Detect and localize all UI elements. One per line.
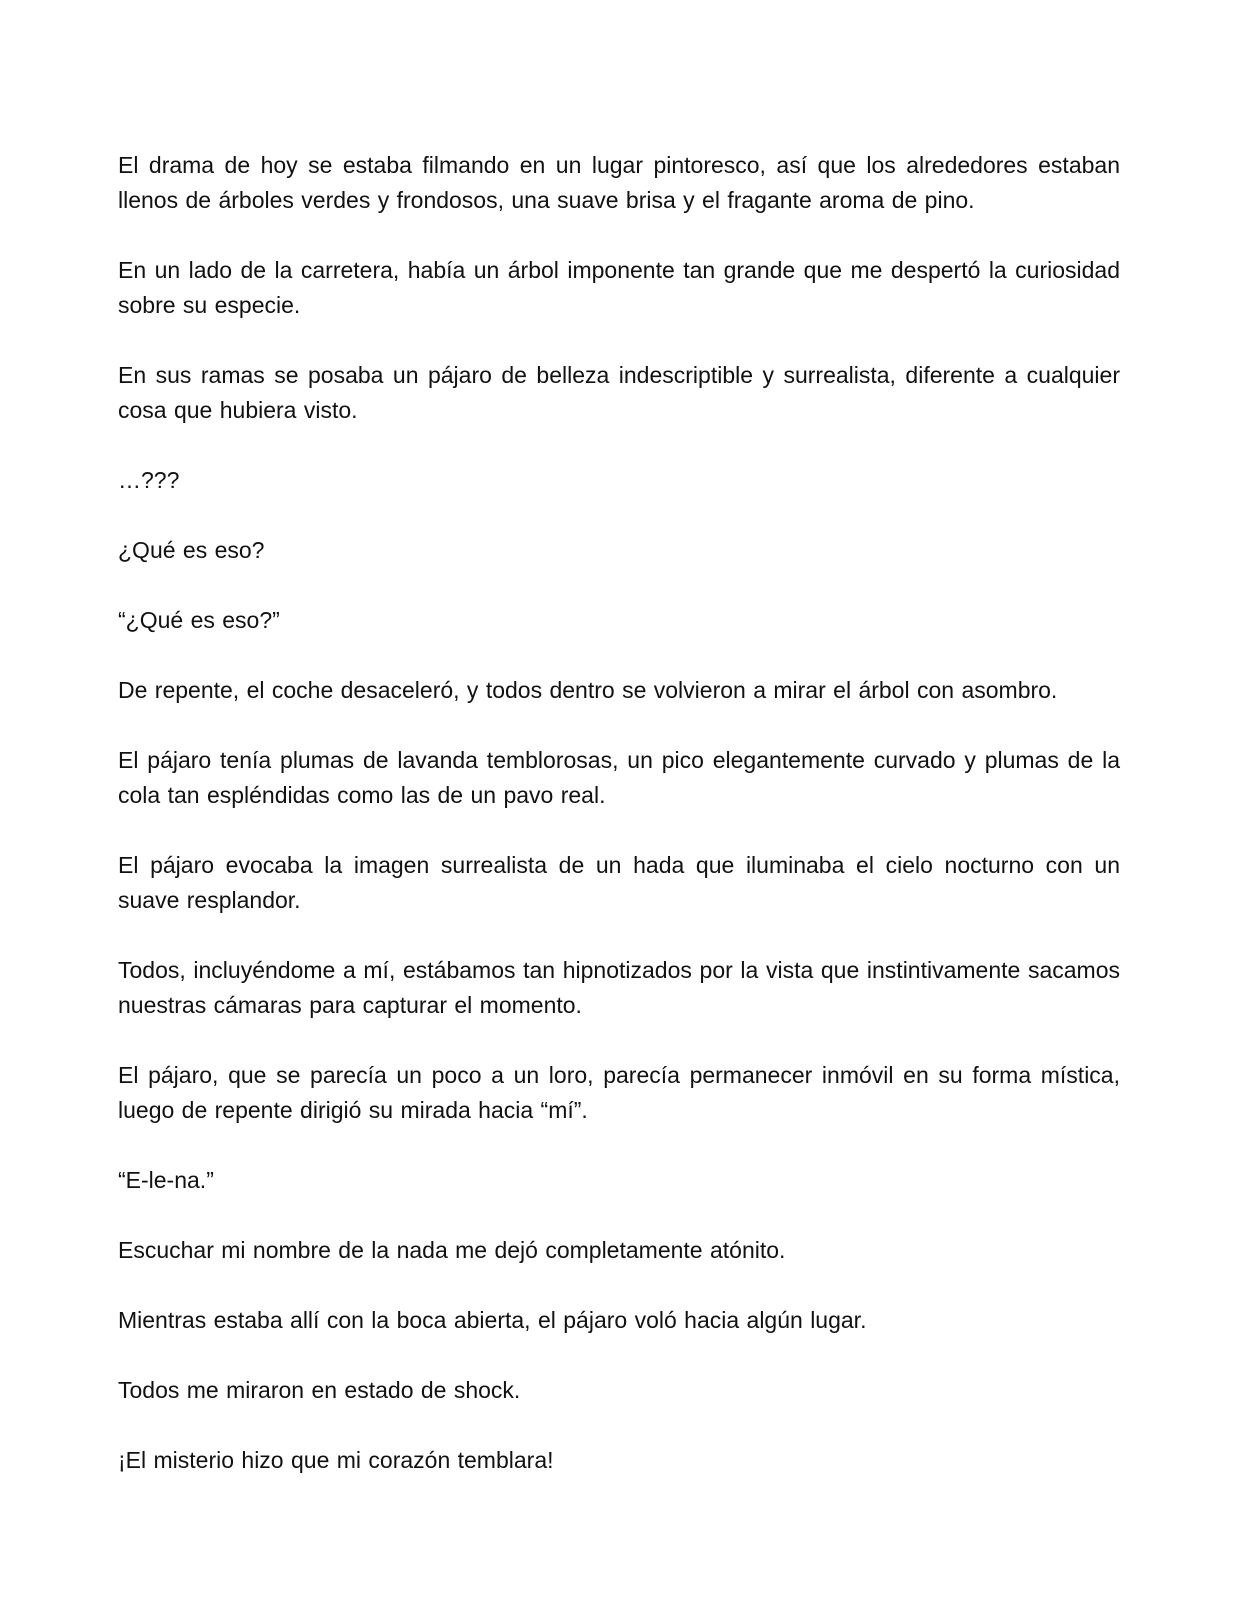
paragraph: En un lado de la carretera, había un árbol imponente tan grande que me despertó la curiosidad sobre su especie. bbox=[118, 257, 1120, 318]
paragraph: El pájaro, que se parecía un poco a un loro, parecía permanecer inmóvil en su forma mística, luego de repente dirigió su mirada hacia “mí”. bbox=[118, 1062, 1120, 1123]
paragraph: ¡El misterio hizo que mi corazón temblara! bbox=[118, 1447, 554, 1473]
paragraph: ¿Qué es eso? bbox=[118, 537, 265, 563]
paragraph: Todos me miraron en estado de shock. bbox=[118, 1377, 521, 1403]
paragraph: El pájaro tenía plumas de lavanda temblorosas, un pico elegantemente curvado y plumas de la cola tan espléndidas como las de un pavo real. bbox=[118, 747, 1120, 808]
paragraph: El drama de hoy se estaba filmando en un lugar pintoresco, así que los alrededores estaban llenos de árboles verdes y frondosos, una suave brisa y el fragante aroma de pino. bbox=[118, 152, 1120, 213]
text-column bbox=[118, 148, 1120, 1513]
paragraph: “E-le-na.” bbox=[118, 1167, 214, 1193]
paragraph: De repente, el coche desaceleró, y todos dentro se volvieron a mirar el árbol con asombro. bbox=[118, 677, 1058, 703]
paragraph: En sus ramas se posaba un pájaro de belleza indescriptible y surrealista, diferente a cualquier cosa que hubiera visto. bbox=[118, 362, 1120, 423]
paragraph: …??? bbox=[118, 467, 180, 493]
paragraph: Todos, incluyéndome a mí, estábamos tan hipnotizados por la vista que instintivamente sacamos nuestras cámaras para capturar el momento. bbox=[118, 957, 1120, 1018]
paragraph: Escuchar mi nombre de la nada me dejó completamente atónito. bbox=[118, 1237, 786, 1263]
paragraph: El pájaro evocaba la imagen surrealista de un hada que iluminaba el cielo nocturno con un suave resplandor. bbox=[118, 852, 1120, 913]
paragraph: “¿Qué es eso?” bbox=[118, 607, 280, 633]
paragraph: Mientras estaba allí con la boca abierta, el pájaro voló hacia algún lugar. bbox=[118, 1307, 867, 1333]
